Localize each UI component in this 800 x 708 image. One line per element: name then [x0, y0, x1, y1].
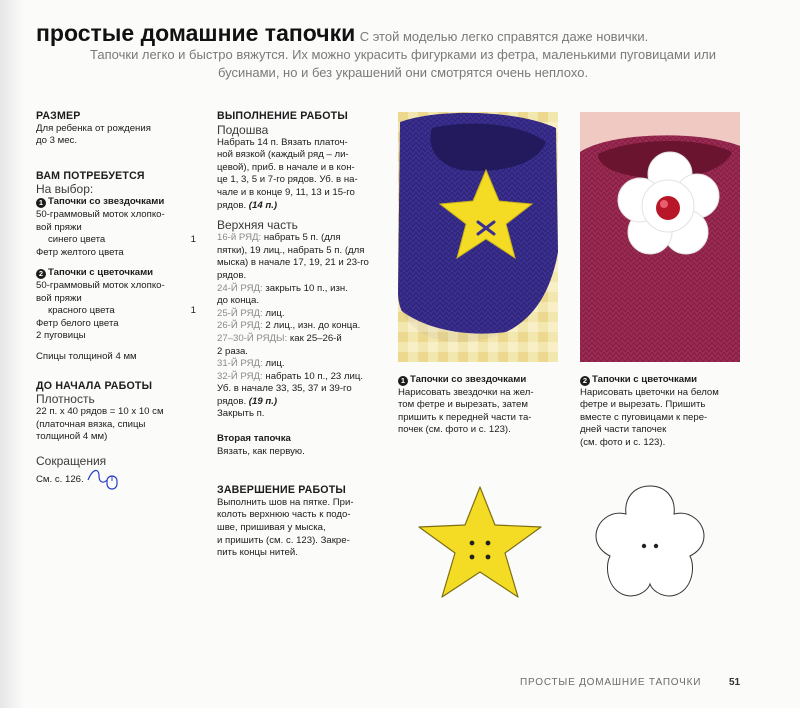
option2-line: 50-граммовый моток хлопко-: [36, 279, 165, 291]
caption-line: том фетре и вырезать, затем: [398, 399, 528, 411]
sole-line: чале и в конце 9, 11, 13 и 15-го: [217, 186, 355, 198]
flower-caption: [580, 374, 750, 450]
option2-title: 2 Тапочки с цветочками: [36, 267, 196, 280]
sole-subheading: Подошва: [217, 122, 269, 137]
upper-line: 25-Й РЯД: лиц.: [217, 307, 285, 319]
upper-line: пятки), 19 лиц., набрать 5 п. (для: [217, 244, 365, 256]
sole-line: це 1, 3, 5 и 7-го рядов. Уб. в на-: [217, 174, 358, 186]
number-badge-icon: 1: [36, 198, 46, 208]
star-template-icon: [415, 485, 545, 600]
upper-line: 24-Й РЯД: закрыть 10 п., изн.: [217, 282, 348, 294]
upper-line: 16-й РЯД: набрать 5 п. (для: [217, 232, 341, 244]
upper-line: 32-Й РЯД: набрать 10 п., 23 лиц.: [217, 370, 364, 382]
sole-line: ной вязкой (каждый ряд – ли-: [217, 149, 349, 161]
finish-line: и пришить (см. с. 123). Закре-: [217, 534, 350, 546]
intro-paragraph: Тапочки легко и быстро вяжутся. Их можно украсить фигурками из фетра, маленькими пуговицами или бусинами, но и без украшений они смотрятся очень неплохо.: [90, 47, 716, 80]
caption-line: вместе с пуговицами к пере-: [580, 411, 708, 423]
page-subtitle: С этой моделью легко справятся даже новички.: [359, 29, 649, 44]
upper-line: 26-Й РЯД: 2 лиц., изн. до конца.: [217, 320, 361, 332]
size-heading: РАЗМЕР: [36, 110, 81, 122]
abbr-subheading: Сокращения: [36, 453, 107, 468]
density-line: 22 п. х 40 рядов = 10 х 10 см: [36, 406, 164, 418]
caption-line: (см. фото и с. 123).: [580, 436, 666, 448]
option1-qty-row: синего цвета 1: [48, 234, 196, 246]
second-heading: Вторая тапочка: [217, 433, 291, 445]
upper-line: Закрыть п.: [217, 408, 265, 420]
upper-line: рядов. (19 п.): [217, 395, 278, 407]
caption-title: 1 Тапочки со звездочками: [398, 374, 566, 387]
caption-line: дней части тапочек: [580, 424, 667, 436]
density-line: толщиной 4 мм): [36, 431, 108, 443]
option1-line: вой пряжи: [36, 221, 82, 233]
upper-line: Уб. в начале 33, 35, 37 и 39-го: [217, 383, 352, 395]
star-caption: [398, 374, 566, 437]
second-text: Вязать, как первую.: [217, 445, 305, 457]
star-slipper-photo: [398, 112, 558, 362]
number-badge-icon: 1: [398, 376, 408, 386]
book-gutter: [0, 0, 24, 708]
sole-line: рядов. (14 п.): [217, 199, 278, 211]
option1-line: Фетр желтого цвета: [36, 246, 124, 258]
option2-line: Фетр белого цвета: [36, 317, 119, 329]
upper-line: 2 раза.: [217, 345, 248, 357]
caption-title: 2 Тапочки с цветочками: [580, 374, 750, 387]
option2-qty-row: красного цвета 1: [48, 305, 196, 317]
mouse-pointer-icon: [87, 468, 121, 495]
density-subheading: Плотность: [36, 392, 95, 407]
sole-line: цевой), приб. в начале и в кон-: [217, 161, 355, 173]
page-title: простые домашние тапочки: [36, 20, 356, 46]
upper-line: рядов.: [217, 269, 247, 281]
finish-line: Выполнить шов на пятке. При-: [217, 496, 354, 508]
option2-line: вой пряжи: [36, 292, 82, 304]
number-badge-icon: 2: [580, 376, 590, 386]
work-heading: ВЫПОЛНЕНИЕ РАБОТЫ: [217, 110, 348, 122]
needs-heading: ВАМ ПОТРЕБУЕТСЯ: [36, 169, 145, 182]
before-heading: ДО НАЧАЛА РАБОТЫ: [36, 379, 153, 392]
upper-line: 31-Й РЯД: лиц.: [217, 358, 285, 370]
upper-subheading: Верхняя часть: [217, 218, 298, 233]
needles-line: Спицы толщиной 4 мм: [36, 350, 137, 362]
finish-heading: ЗАВЕРШЕНИЕ РАБОТЫ: [217, 484, 346, 497]
option1-title: 1 Тапочки со звездочками: [36, 196, 196, 209]
option2-line: 2 пуговицы: [36, 330, 86, 342]
instructions-column: [217, 110, 389, 560]
size-line: до 3 мес.: [36, 135, 77, 147]
finish-line: пить концы нитей.: [217, 547, 298, 559]
caption-line: Нарисовать звездочки на жел-: [398, 386, 534, 398]
finish-line: колоть верхнюю часть к подо-: [217, 509, 351, 521]
density-line: (платочная вязка, спицы: [36, 418, 146, 430]
number-badge-icon: 2: [36, 269, 46, 279]
flower-template-icon: [594, 484, 706, 600]
upper-line: 27–30-Й РЯДЫ: как 25–26-й: [217, 332, 342, 344]
caption-line: фетре и вырезать. Пришить: [580, 399, 706, 411]
caption-line: пришить к передней части та-: [398, 411, 532, 423]
option1-line: 50-граммовый моток хлопко-: [36, 208, 165, 220]
page-number: 51: [729, 677, 741, 688]
choice-label: На выбор:: [36, 182, 94, 197]
finish-line: шве, пришивая у мыска,: [217, 522, 326, 534]
upper-line: до конца.: [217, 295, 260, 307]
caption-line: Нарисовать цветочки на белом: [580, 386, 719, 398]
running-title: ПРОСТЫЕ ДОМАШНИЕ ТАПОЧКИ: [520, 677, 702, 688]
caption-line: почек (см. фото и с. 123).: [398, 424, 511, 436]
sole-line: Набрать 14 п. Вязать платоч-: [217, 136, 348, 148]
upper-line: мыска) в начале 17, 19, 21 и 23-го: [217, 257, 369, 269]
flower-slipper-photo: [580, 112, 740, 362]
abbr-ref: См. с. 126.: [36, 468, 196, 495]
size-line: Для ребенка от рождения: [36, 122, 151, 134]
materials-column: [36, 110, 196, 494]
